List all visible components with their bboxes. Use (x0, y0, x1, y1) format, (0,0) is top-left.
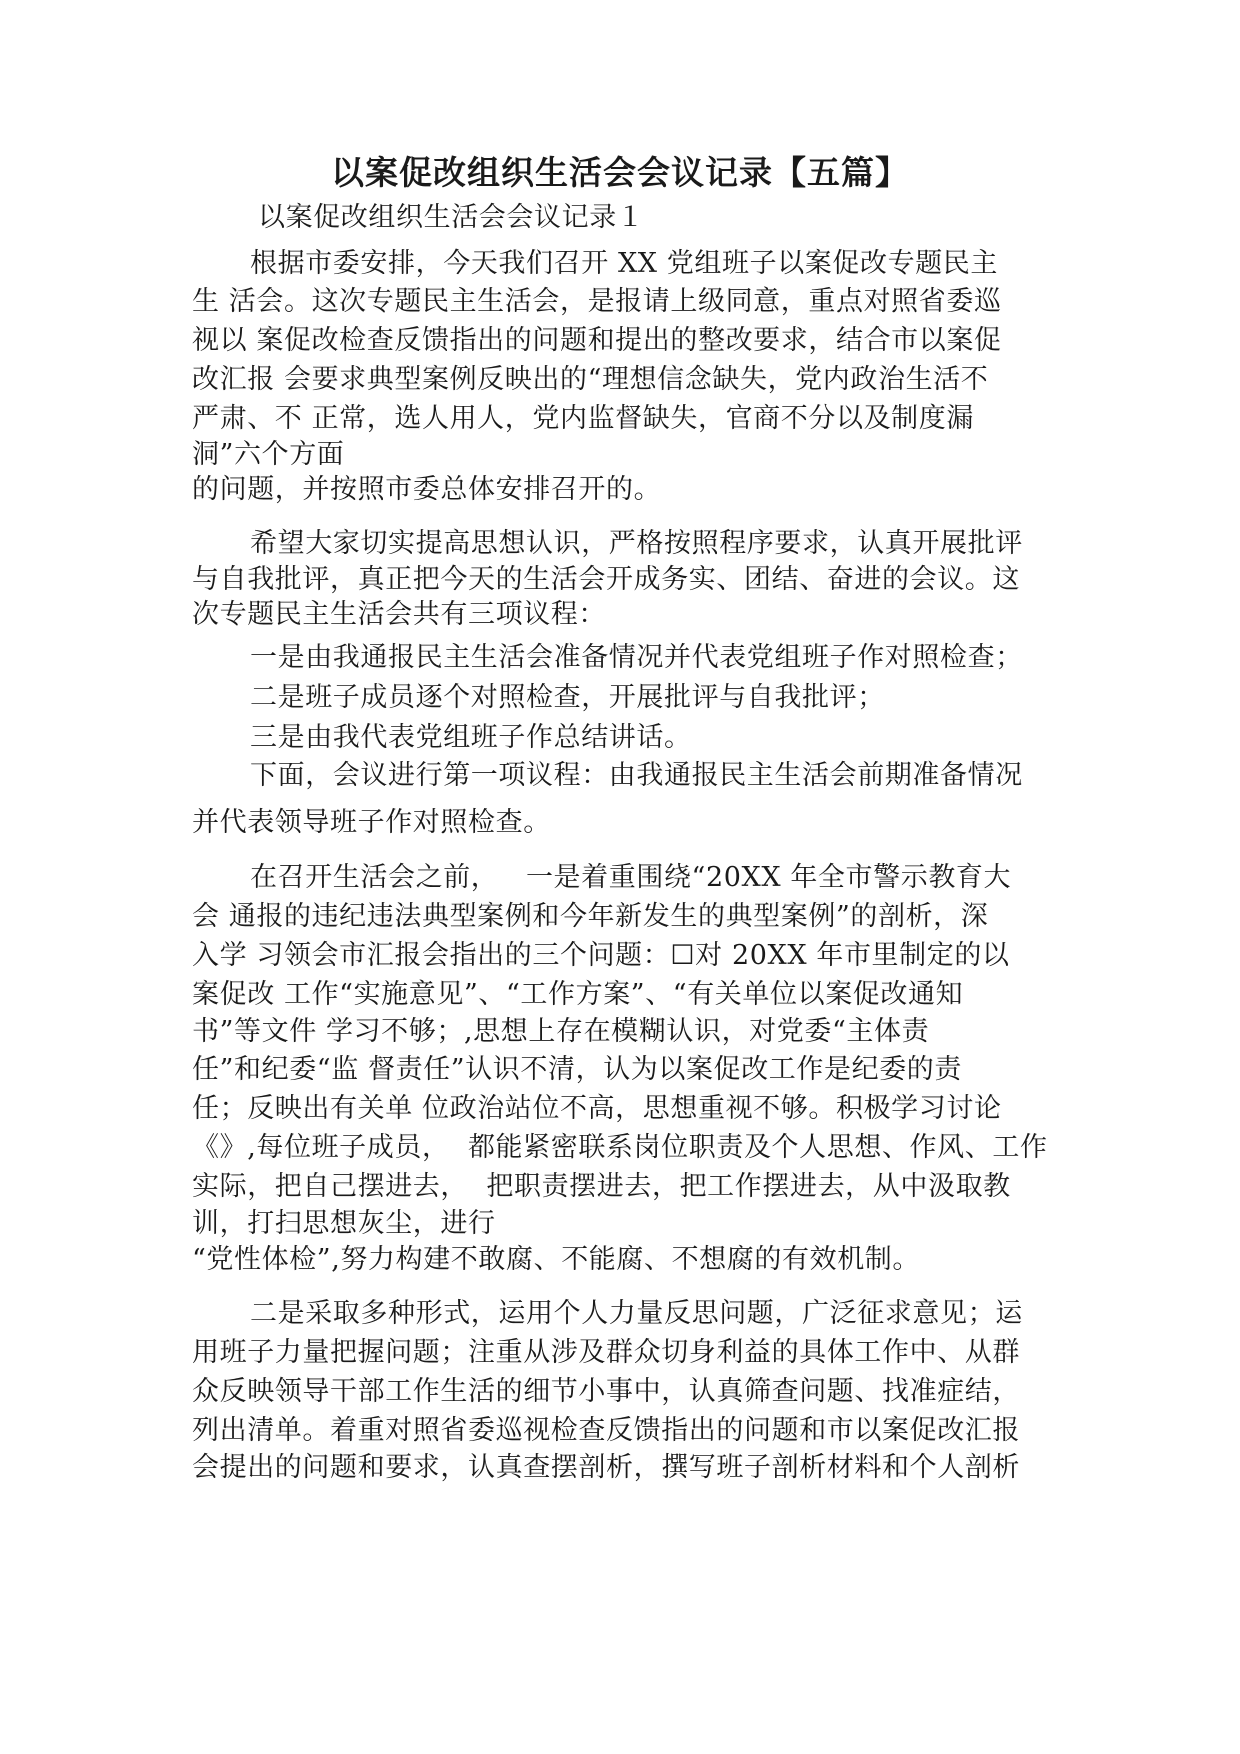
text-line: 在召开生活会之前， 一是着重围绕“20XX 年全市警示教育大 (250, 862, 1012, 893)
text-line: 会提出的问题和要求，认真查摆剖析，撰写班子剖析材料和个人剖析 (192, 1452, 1020, 1483)
text-line: 二是班子成员逐个对照检查，开展批评与自我批评； (250, 682, 885, 713)
text-line: 三是由我代表党组班子作总结讲话。 (250, 722, 692, 753)
text-line: 众反映领导干部工作生活的细节小事中，认真筛查问题、找准症结， (192, 1376, 1020, 1407)
text-line: 入学 习领会市汇报会指出的三个问题：☐对 20XX 年市里制定的以 (192, 940, 1010, 971)
text-line: 用班子力量把握问题；注重从涉及群众切身利益的具体工作中、从群 (192, 1337, 1020, 1368)
text-line: 训，打扫思想灰尘，进行 (192, 1208, 496, 1239)
document-subtitle: 以案促改组织生活会会议记录１ (258, 202, 645, 233)
text-line: 列出清单。着重对照省委巡视检查反馈指出的问题和市以案促改汇报 (192, 1415, 1020, 1446)
text-line: 书”等文件 学习不够；,思想上存在模糊认识，对党委“主体责 (192, 1016, 930, 1047)
text-line: 《》,每位班子成员， 都能紧密联系岗位职责及个人思想、作风、工作 (192, 1132, 1048, 1163)
text-line: 次专题民主生活会共有三项议程： (192, 599, 606, 630)
text-line: “党性体检”,努力构建不敢腐、不能腐、不想腐的有效机制。 (192, 1244, 920, 1275)
text-line: 的问题，并按照市委总体安排召开的。 (192, 474, 662, 505)
text-line: 案促改 工作“实施意见”、“工作方案”、“有关单位以案促改通知 (192, 979, 964, 1010)
document-title: 以案促改组织生活会会议记录【五篇】 (331, 153, 909, 192)
text-line: 根据市委安排，今天我们召开 XX 党组班子以案促改专题民主 (250, 248, 999, 279)
text-line: 洞”六个方面 (192, 439, 345, 470)
text-line: 严肃、不 正常，选人用人，党内监督缺失，官商不分以及制度漏 (192, 403, 974, 434)
text-line: 希望大家切实提高思想认识，严格按照程序要求，认真开展批评 (250, 528, 1023, 559)
text-line: 一是由我通报民主生活会准备情况并代表党组班子作对照检查； (250, 642, 1023, 673)
text-line: 改汇报 会要求典型案例反映出的“理想信念缺失，党内政治生活不 (192, 364, 989, 395)
text-line: 实际，把自己摆进去， 把职责摆进去，把工作摆进去，从中汲取教 (192, 1171, 1011, 1202)
text-line: 二是采取多种形式，运用个人力量反思问题，广泛征求意见；运 (250, 1298, 1023, 1329)
text-line: 视以 案促改检查反馈指出的问题和提出的整改要求，结合市以案促 (192, 325, 1002, 356)
text-line: 下面，会议进行第一项议程：由我通报民主生活会前期准备情况 (250, 760, 1023, 791)
text-line: 会 通报的违纪违法典型案例和今年新发生的典型案例”的剖析，深 (192, 901, 989, 932)
text-line: 并代表领导班子作对照检查。 (192, 807, 551, 838)
text-line: 生 活会。这次专题民主生活会，是报请上级同意，重点对照省委巡 (192, 286, 1002, 317)
text-line: 任；反映出有关单 位政治站位不高，思想重视不够。积极学习讨论 (192, 1093, 1002, 1124)
text-line: 任”和纪委“监 督责任”认识不清，认为以案促改工作是纪委的责 (192, 1054, 962, 1085)
text-line: 与自我批评，真正把今天的生活会开成务实、团结、奋进的会议。这 (192, 564, 1020, 595)
